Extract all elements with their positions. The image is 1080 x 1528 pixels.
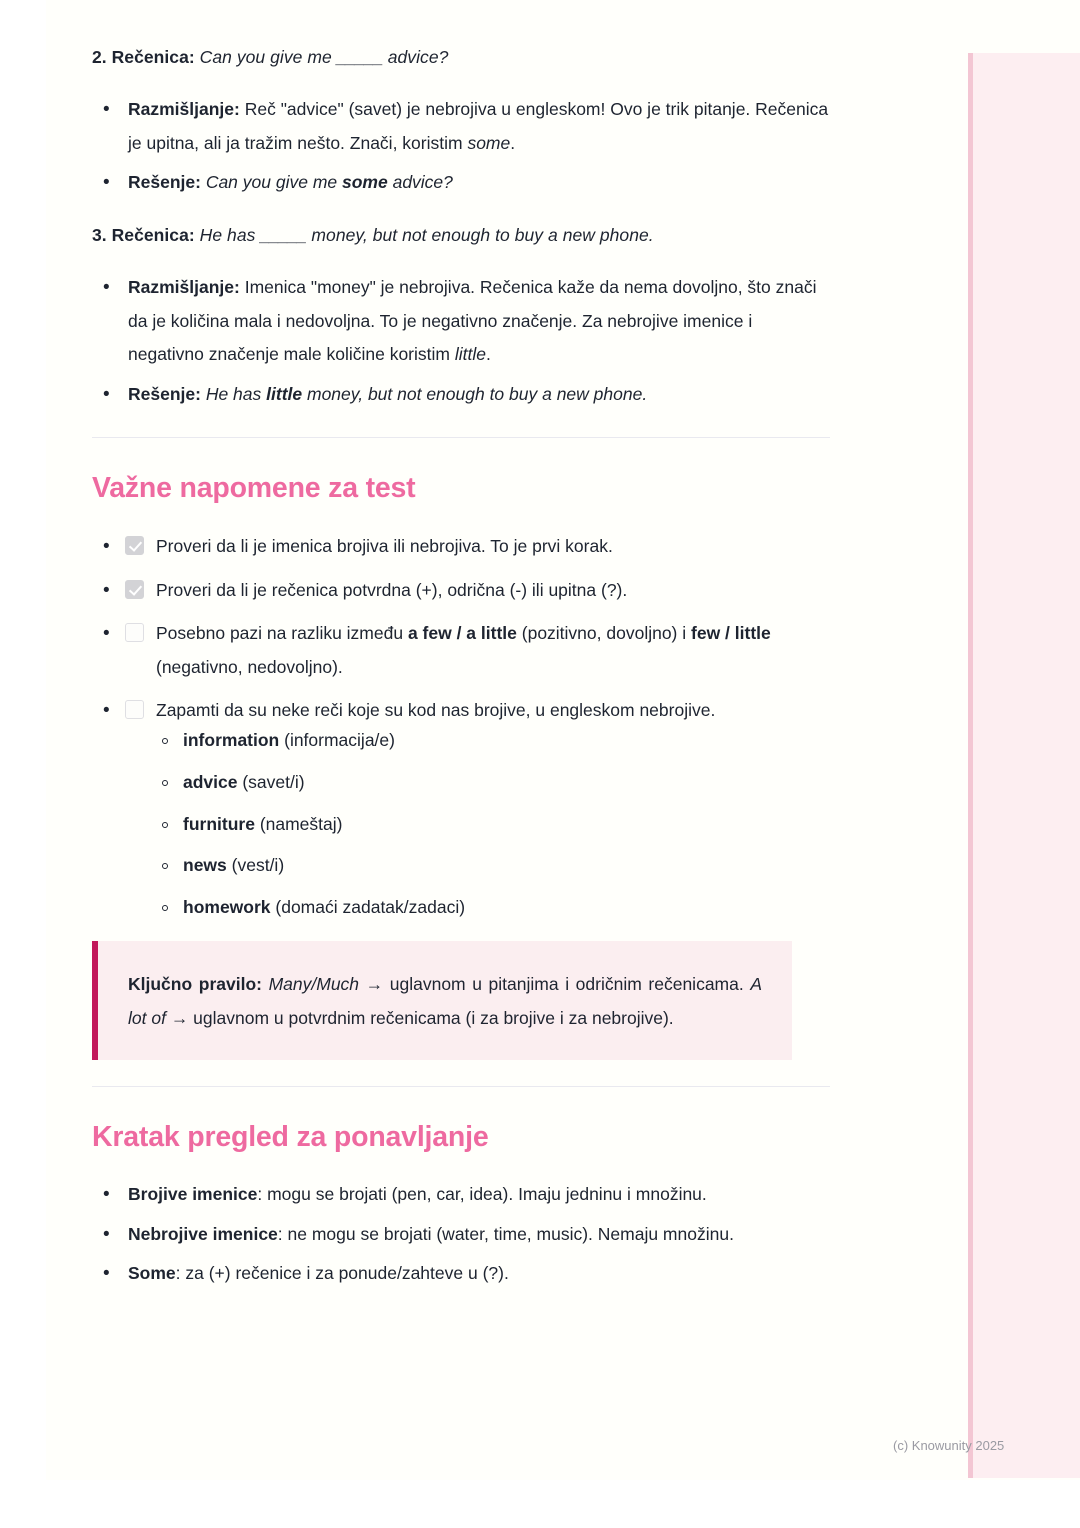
uncountable-gloss: (savet/i) [237,771,305,792]
list-item [92,616,832,684]
sentence-3-before: He has [199,224,261,245]
checklist-item-label: Proveri da li je rečenica potvrdna (+), odrična (-) ili upitna (?). [156,579,628,600]
callout-emphasis-1: Many/Much [261,973,360,994]
list-item [92,1257,832,1291]
reasoning-text-end: . [485,344,491,365]
uncountable-gloss: (vest/i) [226,855,285,876]
uncountable-gloss: (domaći zadatak/zadaci) [270,897,466,918]
list-item [92,378,832,412]
reasoning-text-end: . [510,132,516,153]
list-item [156,771,832,794]
list-item [92,573,832,607]
uncountable-word: homework [183,897,271,918]
section-divider [92,1086,830,1087]
section-divider [92,437,830,438]
list-item [92,93,832,160]
checklist-item-text-mid: (pozitivno, dovoljno) i [516,622,692,643]
section-heading-review: Kratak pregled za ponavljanje [92,1121,489,1154]
callout-body-2: → uglavnom u potvrdnim rečenicama (i za brojive i za nebrojive). [165,1008,674,1029]
checklist-item-bold-b: few / little [691,622,771,643]
uncountable-gloss: (informacija/e) [279,730,395,751]
sentence-2-blank: _____ [336,47,383,67]
checklist-item-text: Posebno pazi na razliku između [156,622,408,643]
checkbox-unchecked-icon[interactable] [125,700,144,719]
sentence-2-line [92,44,832,71]
list-item [92,271,832,372]
uncountable-word: furniture [183,813,255,834]
callout-emphasis-2: A lot of [128,973,763,1029]
checklist-item-label: Zapamti da su neke reči koje su kod nas brojive, u engleskom nebrojive. [156,699,716,720]
solution-after: money, but not enough to buy a new phone. [302,383,648,404]
list-item [156,813,832,836]
solution-label: Rešenje: [128,383,201,404]
solution-answer: some [342,172,388,193]
review-term: Nebrojive imenice [128,1223,278,1244]
checklist-item-label: Proveri da li je imenica brojiva ili nebrojiva. To je prvi korak. [156,536,613,557]
list-item [92,1218,832,1252]
section-heading-notes: Važne napomene za test [92,472,416,505]
list-item [156,854,832,877]
sentence-2-label: 2. Rečenica: [92,47,195,67]
review-term: Brojive imenice [128,1184,258,1205]
page-left-margin [0,0,46,1480]
uncountable-word: advice [183,771,238,792]
page-accent-bar [968,53,1080,1478]
list-item [92,693,832,919]
review-definition: : za (+) rečenice i za ponude/zahteve u (?). [175,1263,509,1284]
solution-before: Can you give me [200,172,342,193]
solution-answer: little [266,383,303,404]
checklist-item-text-end: (negativno, nedovoljno). [156,656,343,677]
key-rule-callout [92,941,792,1060]
review-term: Some [128,1263,176,1284]
sentence-2-after: advice? [382,47,449,67]
callout-body-1: → uglavnom u pitanjima i odričnim rečenicama. [359,973,751,994]
reasoning-text: Imenica "money" je nebrojiva. Rečenica kaže da nema dovoljno, što znači da je količina mala i nedovoljna. To je negativno značenje. Za nebrojive imenice i negativno značenje male količine koristim [128,277,817,365]
sentence-3-label: 3. Rečenica: [92,224,195,245]
checkbox-checked-icon[interactable] [125,536,144,555]
list-item [92,166,832,200]
review-summary-list [92,1178,832,1291]
uncountable-word: news [183,855,227,876]
sentence-3-after: money, but not enough to buy a new phone. [306,224,654,245]
reasoning-label: Razmišljanje: [128,99,240,120]
list-item [156,896,832,919]
uncountable-word: information [183,730,280,751]
uncountable-words-list [156,729,832,919]
review-definition: : mogu se brojati (pen, car, idea). Imaju jedninu i množinu. [257,1184,707,1205]
solution-before: He has [200,383,267,404]
list-item [156,729,832,752]
callout-text [128,967,762,1036]
reasoning-text: Reč "advice" (savet) je nebrojiva u engleskom! Ovo je trik pitanje. Rečenica je upitna, ali ja tražim nešto. Znači, koristim [128,99,829,153]
sentence-3-explanation-list [92,271,832,411]
test-notes-checklist [92,529,832,918]
uncountable-gloss: (nameštaj) [254,813,343,834]
sentence-3-line [92,222,832,249]
reasoning-label: Razmišljanje: [128,277,240,298]
review-definition: : ne mogu se brojati (water, time, music). Nemaju množinu. [277,1223,734,1244]
list-item [92,1178,832,1212]
checkbox-unchecked-icon[interactable] [125,623,144,642]
solution-after: advice? [387,172,453,193]
sentence-3-blank: _____ [260,224,307,245]
checklist-item-bold-a: a few / a little [407,622,517,643]
copyright-watermark: (c) Knowunity 2025 [893,1438,1005,1453]
solution-label: Rešenje: [128,172,201,193]
list-item [92,529,832,563]
sentence-2-before: Can you give me [199,47,337,67]
checkbox-checked-icon[interactable] [125,580,144,599]
sentence-2-explanation-list [92,93,832,200]
reasoning-emphasis: little [454,344,486,365]
callout-label: Ključno pravilo: [128,973,262,994]
reasoning-emphasis: some [467,132,511,153]
document-content [92,44,832,1313]
